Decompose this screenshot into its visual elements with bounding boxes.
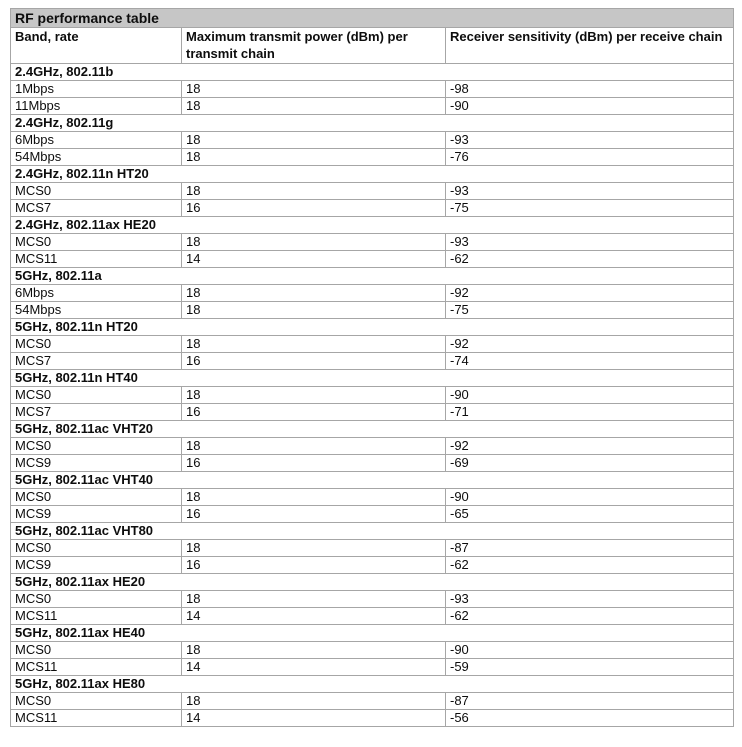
tx-power-cell: 18 [182,132,446,149]
band-section-label: 5GHz, 802.11n HT40 [11,370,734,387]
rate-cell: 54Mbps [11,302,182,319]
rx-sensitivity-cell: -62 [446,557,734,574]
rx-sensitivity-cell: -92 [446,336,734,353]
table-title-row [11,9,734,28]
table-row [11,455,734,472]
tx-power-cell: 14 [182,659,446,676]
table-row [11,132,734,149]
tx-power-cell: 18 [182,285,446,302]
table-header-row [11,28,734,64]
table-row [11,540,734,557]
rate-cell: MCS0 [11,642,182,659]
band-section-row [11,370,734,387]
table-row [11,98,734,115]
table-title: RF performance table [11,9,734,28]
rx-sensitivity-cell: -65 [446,506,734,523]
rx-sensitivity-cell: -93 [446,234,734,251]
tx-power-cell: 18 [182,302,446,319]
rate-cell: MCS11 [11,251,182,268]
rx-sensitivity-cell: -90 [446,489,734,506]
rx-sensitivity-cell: -62 [446,251,734,268]
rf-performance-table-container [10,8,734,727]
rate-cell: MCS11 [11,710,182,727]
table-row [11,710,734,727]
table-row [11,387,734,404]
table-row [11,149,734,166]
table-row [11,591,734,608]
band-section-label: 2.4GHz, 802.11ax HE20 [11,217,734,234]
rx-sensitivity-cell: -75 [446,200,734,217]
band-section-row [11,319,734,336]
rate-cell: MCS9 [11,506,182,523]
table-row [11,183,734,200]
table-row [11,285,734,302]
rx-sensitivity-cell: -92 [446,285,734,302]
rx-sensitivity-cell: -71 [446,404,734,421]
rx-sensitivity-cell: -74 [446,353,734,370]
table-row [11,642,734,659]
rx-sensitivity-cell: -90 [446,642,734,659]
tx-power-cell: 14 [182,608,446,625]
tx-power-cell: 16 [182,557,446,574]
rate-cell: 54Mbps [11,149,182,166]
rate-cell: MCS0 [11,591,182,608]
rx-sensitivity-cell: -69 [446,455,734,472]
rx-sensitivity-cell: -87 [446,540,734,557]
table-row [11,404,734,421]
band-section-row [11,472,734,489]
rate-cell: MCS7 [11,404,182,421]
table-row [11,557,734,574]
rate-cell: MCS7 [11,200,182,217]
rx-sensitivity-cell: -87 [446,693,734,710]
table-row [11,693,734,710]
table-row [11,659,734,676]
rate-cell: MCS9 [11,557,182,574]
band-section-label: 2.4GHz, 802.11g [11,115,734,132]
band-section-label: 5GHz, 802.11ax HE80 [11,676,734,693]
tx-power-cell: 18 [182,336,446,353]
table-body [11,64,734,727]
rate-cell: 11Mbps [11,98,182,115]
band-section-row [11,523,734,540]
tx-power-cell: 18 [182,489,446,506]
table-row [11,200,734,217]
band-section-row [11,676,734,693]
rate-cell: MCS0 [11,438,182,455]
rate-cell: MCS0 [11,336,182,353]
tx-power-cell: 18 [182,81,446,98]
table-row [11,234,734,251]
rx-sensitivity-cell: -92 [446,438,734,455]
rate-cell: MCS9 [11,455,182,472]
tx-power-cell: 18 [182,591,446,608]
tx-power-cell: 18 [182,98,446,115]
tx-power-cell: 16 [182,455,446,472]
column-header-receiver-sensitivity: Receiver sensitivity (dBm) per receive chain [446,28,734,64]
table-row [11,489,734,506]
tx-power-cell: 14 [182,710,446,727]
rx-sensitivity-cell: -90 [446,387,734,404]
tx-power-cell: 18 [182,438,446,455]
table-row [11,302,734,319]
band-section-label: 2.4GHz, 802.11n HT20 [11,166,734,183]
rate-cell: 6Mbps [11,285,182,302]
table-row [11,81,734,98]
rate-cell: MCS11 [11,608,182,625]
rate-cell: MCS0 [11,693,182,710]
column-header-band-rate: Band, rate [11,28,182,64]
tx-power-cell: 18 [182,693,446,710]
rate-cell: MCS0 [11,234,182,251]
rate-cell: MCS7 [11,353,182,370]
rx-sensitivity-cell: -93 [446,183,734,200]
table-row [11,608,734,625]
band-section-row [11,166,734,183]
rx-sensitivity-cell: -75 [446,302,734,319]
tx-power-cell: 16 [182,404,446,421]
band-section-row [11,217,734,234]
rx-sensitivity-cell: -93 [446,132,734,149]
band-section-label: 5GHz, 802.11ax HE40 [11,625,734,642]
band-section-row [11,268,734,285]
band-section-label: 5GHz, 802.11ac VHT20 [11,421,734,438]
rate-cell: 6Mbps [11,132,182,149]
table-row [11,336,734,353]
band-section-label: 5GHz, 802.11ac VHT40 [11,472,734,489]
rate-cell: MCS0 [11,540,182,557]
table-row [11,251,734,268]
band-section-label: 5GHz, 802.11ax HE20 [11,574,734,591]
tx-power-cell: 16 [182,200,446,217]
table-row [11,438,734,455]
tx-power-cell: 18 [182,234,446,251]
band-section-label: 2.4GHz, 802.11b [11,64,734,81]
band-section-row [11,115,734,132]
band-section-row [11,421,734,438]
rx-sensitivity-cell: -62 [446,608,734,625]
tx-power-cell: 18 [182,387,446,404]
rx-sensitivity-cell: -93 [446,591,734,608]
tx-power-cell: 16 [182,353,446,370]
tx-power-cell: 16 [182,506,446,523]
band-section-label: 5GHz, 802.11n HT20 [11,319,734,336]
band-section-row [11,64,734,81]
rx-sensitivity-cell: -98 [446,81,734,98]
tx-power-cell: 18 [182,540,446,557]
band-section-row [11,625,734,642]
rx-sensitivity-cell: -76 [446,149,734,166]
rx-sensitivity-cell: -56 [446,710,734,727]
rate-cell: 1Mbps [11,81,182,98]
table-row [11,353,734,370]
rate-cell: MCS0 [11,387,182,404]
column-header-max-transmit-power: Maximum transmit power (dBm) per transmit chain [182,28,446,64]
table-row [11,506,734,523]
tx-power-cell: 14 [182,251,446,268]
tx-power-cell: 18 [182,642,446,659]
rx-sensitivity-cell: -59 [446,659,734,676]
tx-power-cell: 18 [182,149,446,166]
rate-cell: MCS11 [11,659,182,676]
rate-cell: MCS0 [11,489,182,506]
band-section-label: 5GHz, 802.11a [11,268,734,285]
rx-sensitivity-cell: -90 [446,98,734,115]
tx-power-cell: 18 [182,183,446,200]
rf-performance-table [10,8,734,727]
band-section-label: 5GHz, 802.11ac VHT80 [11,523,734,540]
rate-cell: MCS0 [11,183,182,200]
band-section-row [11,574,734,591]
